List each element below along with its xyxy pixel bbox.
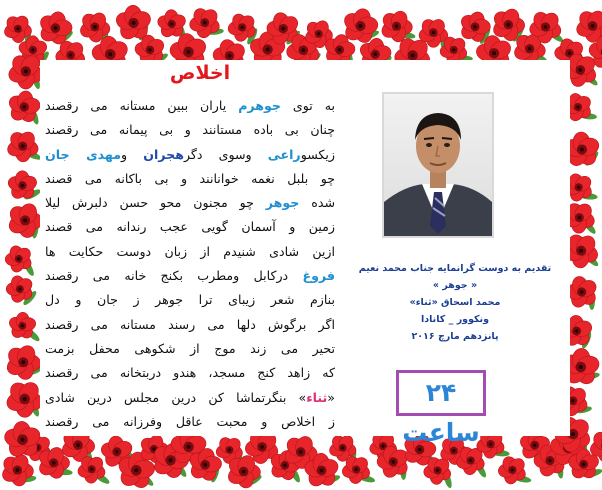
24-saat-logo — [396, 370, 486, 447]
poem-line — [45, 313, 335, 337]
poem-line — [45, 240, 335, 264]
poem-highlight: جوهر — [265, 195, 300, 211]
poem-run: ز اخلاص و محبت عاقل وفرزانه می رقصند — [45, 413, 335, 429]
24-saat-logo-icon: ۲۴ ساعت — [402, 378, 480, 447]
poem-line — [45, 191, 335, 215]
poem-highlight: هجران — [143, 146, 184, 162]
poem-highlight: فروغ — [302, 268, 335, 284]
poem-run: « — [327, 389, 335, 405]
poem-run: و — [121, 146, 144, 162]
poem-run: یاران ببین مستانه می رقصند — [45, 98, 239, 113]
poem-title: اخلاص — [169, 62, 231, 84]
poem-run: درکابل ومطرب بکنج خانه می رقصند — [45, 268, 303, 284]
poem-line — [45, 143, 335, 167]
poem-run: شده — [299, 195, 335, 211]
poem-run: به توی — [280, 98, 335, 113]
poem-highlight: جوهرم — [238, 98, 281, 113]
poem-run: اگر برگوش دلها می رسند مستانه می رقصند — [45, 316, 335, 332]
poppy-flower-icon — [5, 200, 45, 241]
poem-run: زیکسو — [300, 146, 335, 162]
poem-run: تحیر می زند موج از شکوهی محفل بزمت — [45, 340, 335, 356]
poppy-flower-icon — [2, 125, 43, 167]
poem-line — [45, 386, 335, 410]
poppy-flower-icon — [0, 163, 44, 207]
poem-run: چو بلبل نغمه خوانانند و بی باکانه می قصند — [45, 170, 335, 186]
poem-line — [45, 118, 335, 142]
poppy-flower-icon — [2, 341, 42, 383]
poem-highlight: مهدی جان — [45, 146, 121, 162]
poem-line — [45, 167, 335, 191]
poem-run: که زاهد کنج مسجد، هندو دربتخانه می رقصند — [45, 365, 335, 381]
poem-line — [45, 94, 335, 118]
poem-line — [45, 288, 335, 312]
credits-block — [355, 260, 555, 345]
nickname-line: « جوهر » — [432, 280, 478, 291]
poem-run: ازین شادی شنیدم از زبان دوست حکایت ها — [45, 243, 335, 259]
author-line: محمد اسحاق «ثناء» — [409, 297, 501, 308]
poem-run: » بنگرتماشا کن درین مجلس درین شادی — [45, 389, 307, 405]
dedication-line: تقدیم به دوست گرانمایه جناب محمد نعیم — [358, 263, 552, 274]
poem-line — [45, 264, 335, 288]
portrait-man-suit-icon — [384, 94, 492, 236]
poem-line — [45, 361, 335, 385]
poem-line — [45, 215, 335, 239]
poem-line — [45, 337, 335, 361]
poem-run: چنان بی باده مستانند و بی پیمانه می رقصند — [45, 122, 335, 138]
poem-run: زمین و آسمان گویی عجب رندانه می قصند — [45, 219, 335, 235]
date-line: پانزدهم مارچ ۲۰۱۶ — [411, 331, 499, 342]
poem-line — [45, 410, 335, 434]
poem-highlight: ثناء — [306, 389, 328, 405]
location-line: ونکوور _ کانادا — [420, 314, 490, 325]
poem-run: چو مجنون محو حسن دلبرش لیلا — [45, 195, 266, 211]
poem-highlight: راعی — [267, 146, 301, 162]
author-portrait — [384, 94, 492, 236]
poem-run: بنازم شعر زیبای ترا جوهر ز جان و دل — [45, 292, 335, 308]
poem-run: وسوی دگر — [183, 146, 268, 162]
poem-text — [45, 94, 335, 434]
